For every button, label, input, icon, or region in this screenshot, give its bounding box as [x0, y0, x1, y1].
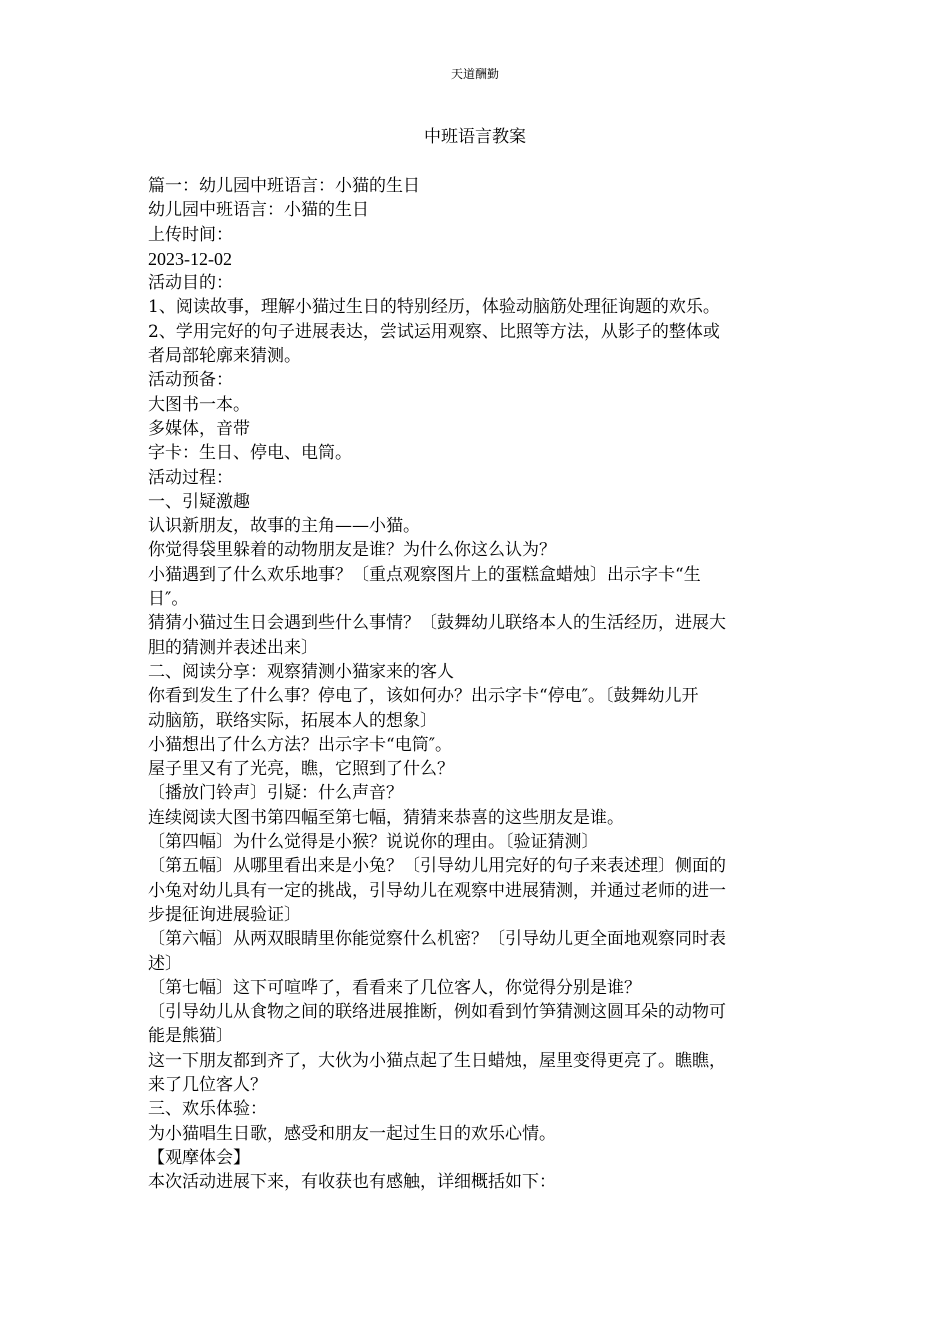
text-line: 上传时间： — [148, 224, 233, 245]
text-line: 2023-12-02 — [148, 248, 232, 269]
text-line: 小兔对幼儿具有一定的挑战，引导幼儿在观察中进展猜测，并通过老师的进一 — [148, 880, 726, 901]
text-line: 1、阅读故事，理解小猫过生日的特别经历，体验动脑筋处理征询题的欢乐。 — [148, 297, 720, 318]
text-line: 小猫想出了什么方法？出示字卡“电筒″。 — [148, 734, 453, 755]
text-line: 能是熊猫〕 — [148, 1026, 233, 1047]
text-line: 述〕 — [148, 953, 182, 974]
text-line: 〔播放门铃声〕引疑：什么声音？ — [148, 783, 403, 804]
text-line: 〔第四幅〕为什么觉得是小猴？说说你的理由。〔验证猜测〕 — [148, 832, 599, 853]
text-line: 本次活动进展下来，有收获也有感触，详细概括如下： — [148, 1172, 556, 1193]
text-line: 这一下朋友都到齐了，大伙为小猫点起了生日蜡烛，屋里变得更亮了。瞧瞧， — [148, 1050, 726, 1071]
text-line: 活动过程： — [148, 467, 233, 488]
text-line: 来了几位客人？ — [148, 1074, 267, 1095]
text-line: 〔第六幅〕从两双眼睛里你能觉察什么机密？〔引导幼儿更全面地观察同时表 — [148, 929, 726, 950]
document-body — [148, 174, 800, 1194]
text-line: 小猫遇到了什么欢乐地事？〔重点观察图片上的蛋糕盒蜡烛〕出示字卡“生 — [148, 564, 701, 585]
text-line: 〔第五幅〕从哪里看出来是小兔？〔引导幼儿用完好的句子来表述理〕侧面的 — [148, 856, 726, 877]
text-line: 屋子里又有了光亮，瞧，它照到了什么？ — [148, 759, 454, 780]
text-line: 步提征询进展验证〕 — [148, 904, 301, 925]
text-line: 字卡：生日、停电、电筒。 — [148, 443, 352, 464]
text-line: 篇一：幼儿园中班语言：小猫的生日 — [148, 176, 420, 196]
text-line: 认识新朋友，故事的主角——小猫。 — [148, 516, 420, 537]
text-line: 日″。 — [148, 589, 189, 610]
text-line: 猜猜小猫过生日会遇到些什么事情？〔鼓舞幼儿联络本人的生活经历，进展大 — [148, 613, 726, 634]
text-line: 者局部轮廓来猜测。 — [148, 346, 301, 367]
text-line: 胆的猜测并表述出来〕 — [148, 637, 318, 658]
text-line: 连续阅读大图书第四幅至第七幅，猜猜来恭喜的这些朋友是谁。 — [148, 807, 624, 828]
text-line: 你觉得袋里躲着的动物朋友是谁？为什么你这么认为？ — [148, 540, 556, 561]
text-line: 多媒体，音带 — [148, 418, 250, 439]
text-line: 活动目的： — [148, 273, 233, 294]
page-header: 天道酬勤 — [450, 67, 499, 81]
text-line: 〔引导幼儿从食物之间的联络进展推断，例如看到竹笋猜测这圆耳朵的动物可 — [148, 1002, 726, 1023]
text-line: 一、引疑激趣 — [148, 491, 250, 512]
document-title: 中班语言教案 — [424, 127, 526, 147]
text-line: 你看到发生了什么事？停电了，该如何办？出示字卡“停电″。〔鼓舞幼儿开 — [148, 686, 699, 707]
text-line: 三、欢乐体验： — [148, 1099, 267, 1120]
text-line: 幼儿园中班语言：小猫的生日 — [148, 200, 369, 221]
text-line: 大图书一本。 — [148, 394, 250, 415]
text-line: 为小猫唱生日歌，感受和朋友一起过生日的欢乐心情。 — [148, 1123, 556, 1144]
text-line: 活动预备： — [148, 370, 233, 391]
text-line: 〔第七幅〕这下可喧哗了，看看来了几位客人，你觉得分别是谁？ — [148, 977, 641, 998]
text-line: 动脑筋，联络实际，拓展本人的想象〕 — [148, 710, 437, 731]
text-line: 二、阅读分享：观察猜测小猫家来的客人 — [148, 661, 454, 682]
text-line: 【观摩体会】 — [148, 1147, 250, 1168]
text-line: 2、学用完好的句子进展表达，尝试运用观察、比照等方法，从影子的整体或 — [148, 321, 720, 342]
